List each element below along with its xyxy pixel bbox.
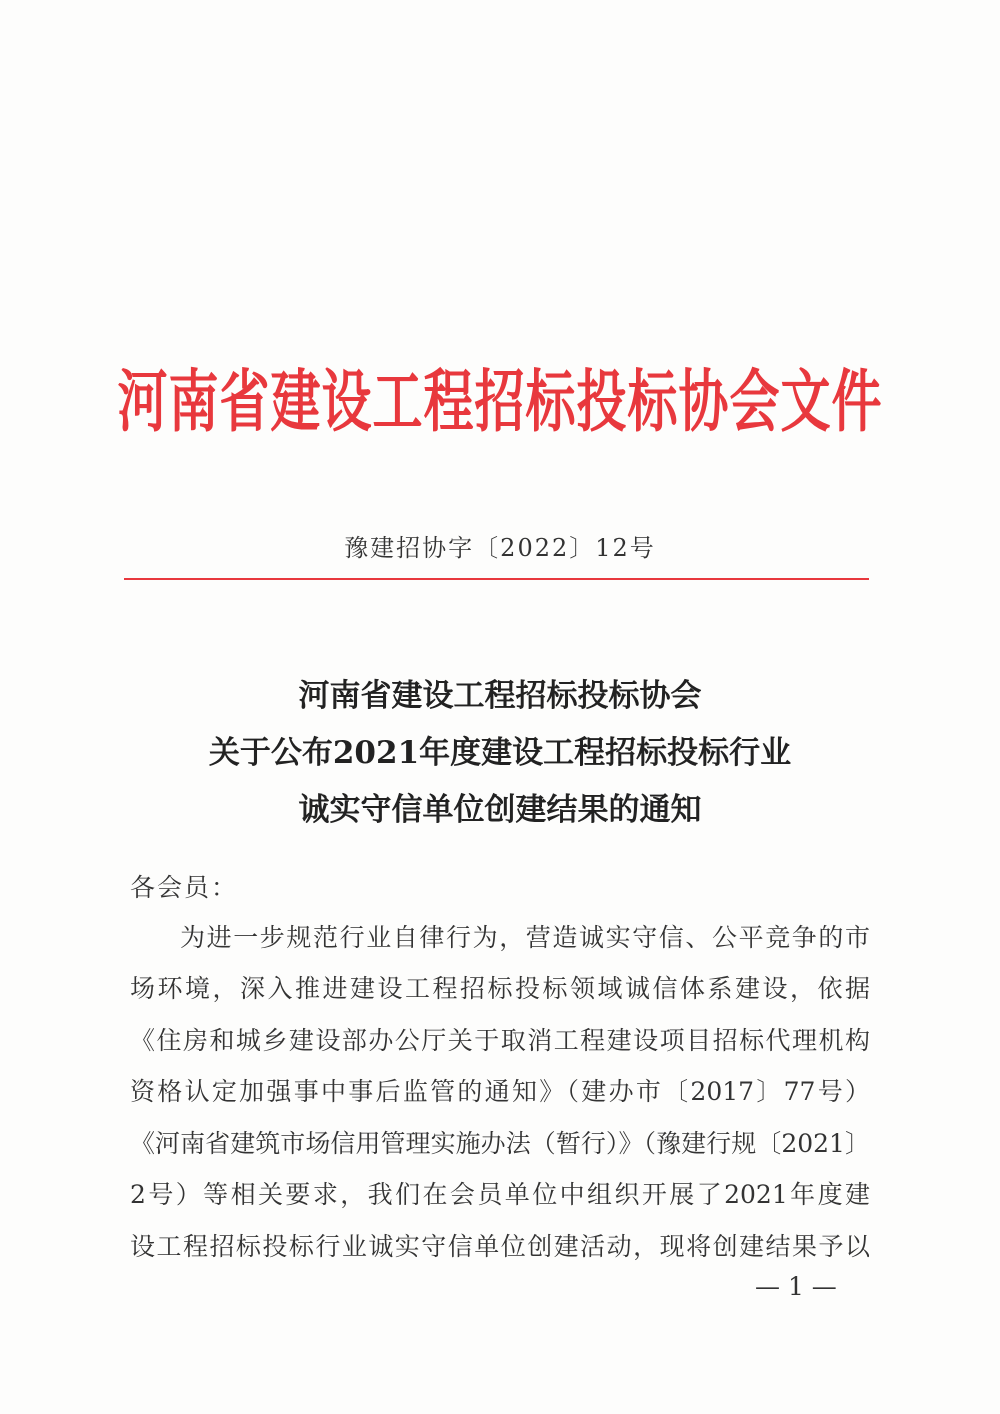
body-line-5: 《河南省建筑市场信用管理实施办法（暂行）》（豫建行规〔2021〕 — [130, 1129, 870, 1158]
body-line-7: 设工程招标投标行业诚实守信单位创建活动，现将创建结果予以 — [130, 1232, 870, 1261]
body-line-6: 2号）等相关要求，我们在会员单位中组织开展了2021年度建 — [130, 1180, 870, 1209]
body-line-4: 资格认定加强事中事后监管的通知》（建办市〔2017〕77号） — [130, 1077, 870, 1106]
notice-title-line-3: 诚实守信单位创建结果的通知 — [298, 792, 702, 828]
body-line-3: 《住房和城乡建设部办公厅关于取消工程建设项目招标代理机构 — [130, 1026, 870, 1055]
salutation: 各会员： — [130, 873, 239, 902]
notice-title-line-2: 关于公布2021年度建设工程招标投标行业 — [208, 735, 792, 771]
body-line-2: 场环境，深入推进建设工程招标投标领域诚信体系建设，依据 — [130, 974, 870, 1003]
red-header-title: 河南省建设工程招标投标协会文件 — [117, 362, 883, 442]
notice-title-line-1: 河南省建设工程招标投标协会 — [298, 678, 702, 714]
red-divider-line — [124, 578, 869, 580]
document-number: 豫建招协字〔2022〕12号 — [344, 534, 656, 562]
body-line-1: 为进一步规范行业自律行为，营造诚实守信、公平竞争的市 — [180, 923, 870, 952]
page-number: — 1 — — [755, 1272, 837, 1301]
